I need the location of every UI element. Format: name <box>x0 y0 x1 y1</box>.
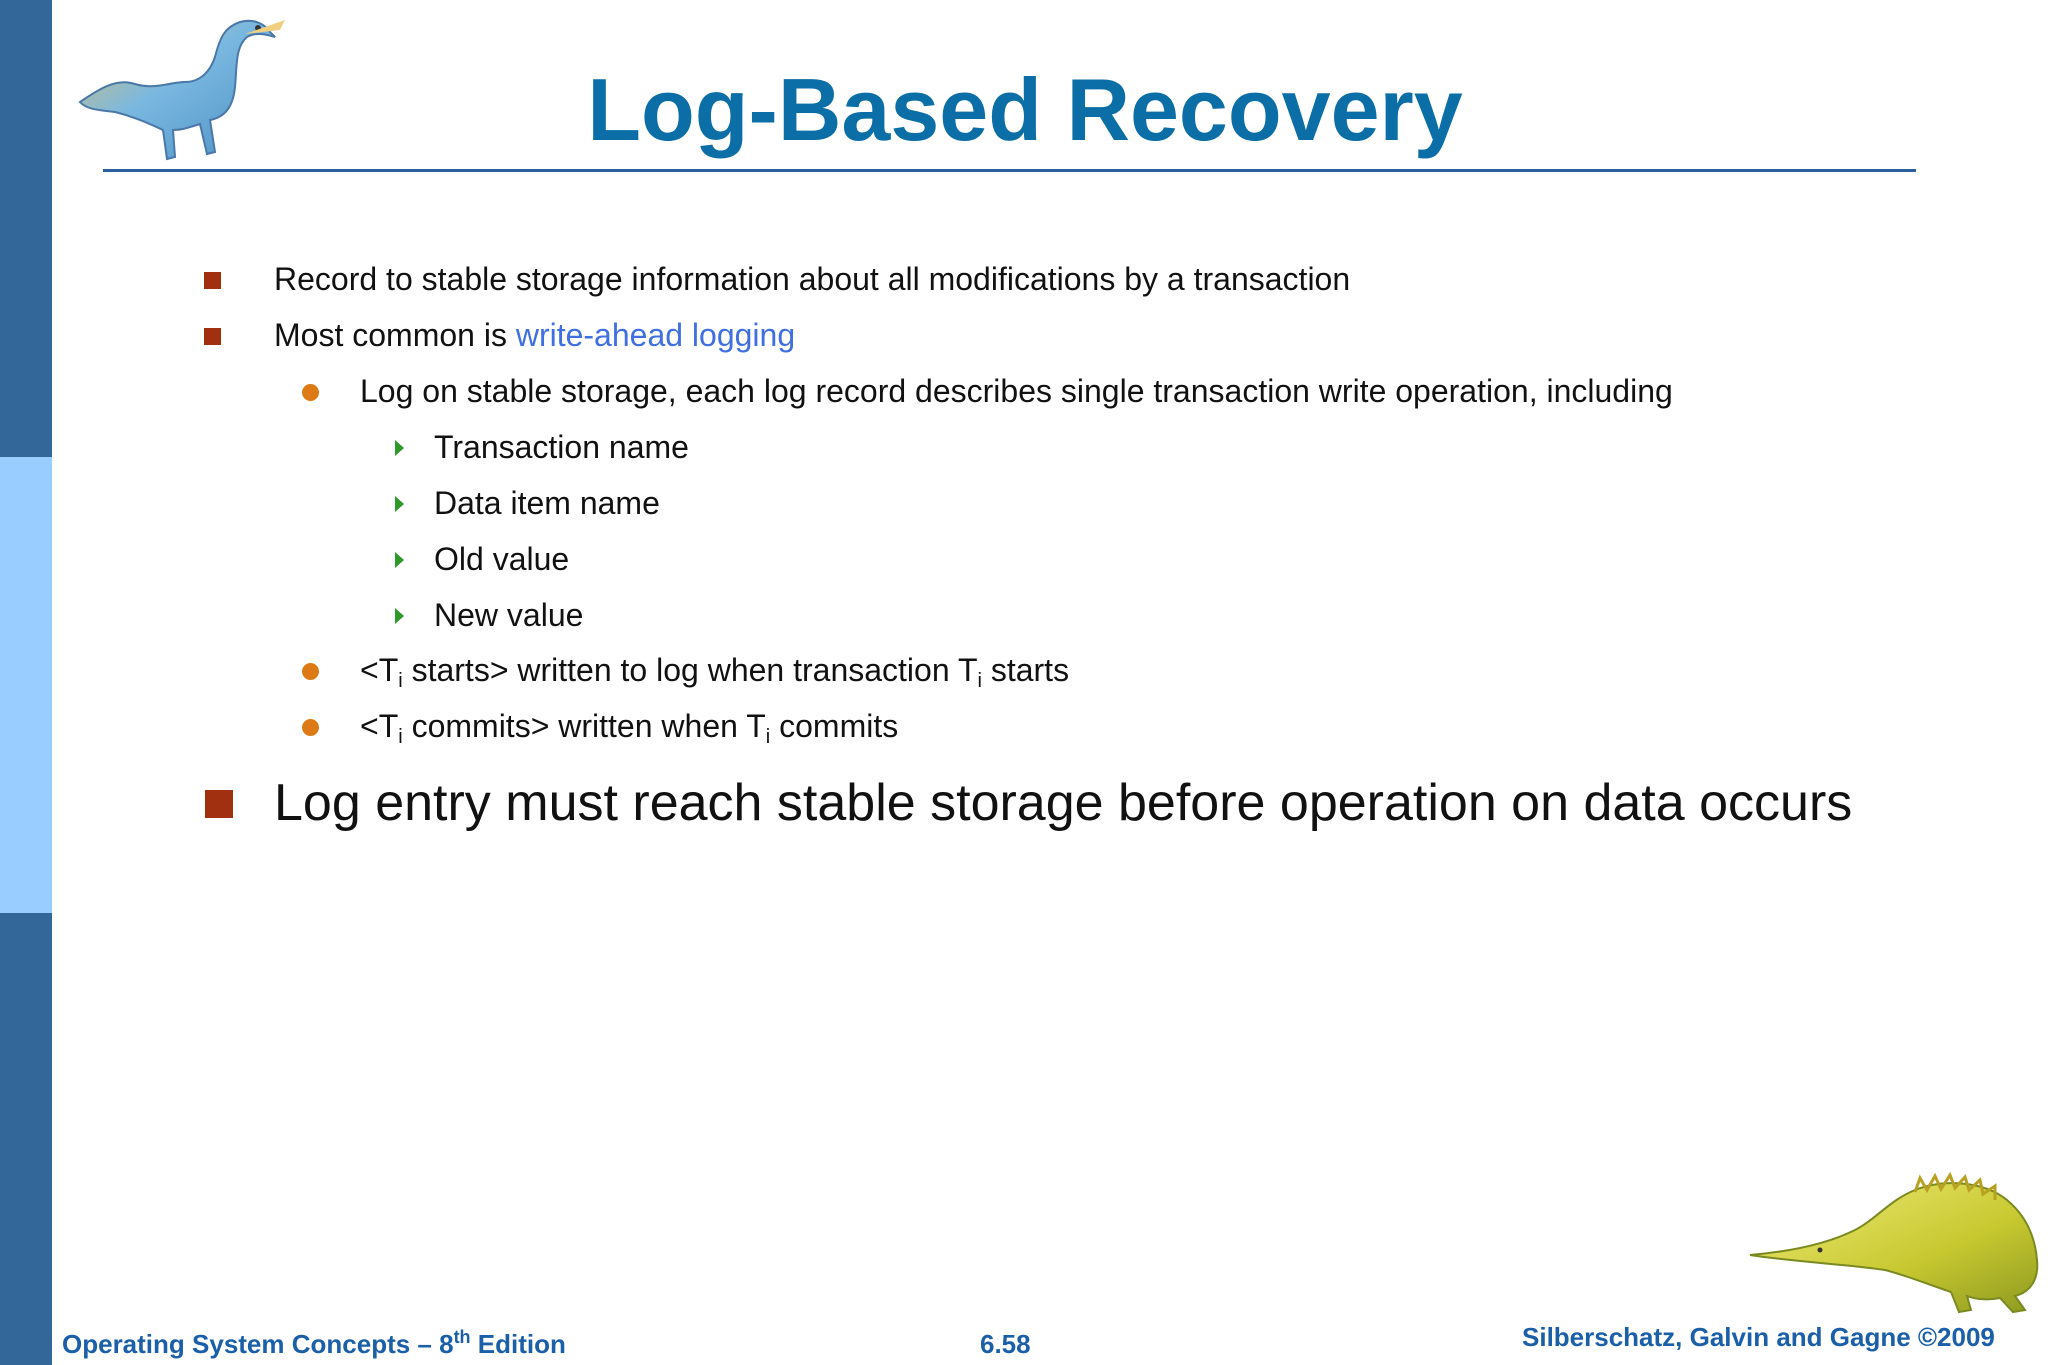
arrow-bullet-icon <box>395 440 404 456</box>
write-ahead-logging-term: write-ahead logging <box>515 317 796 353</box>
text-part: commits> written when T <box>402 708 766 744</box>
footer-text: Edition <box>470 1329 566 1359</box>
subbullet-ti-commits <box>360 706 898 746</box>
item-new-value: New value <box>434 597 584 633</box>
bullet-record-stable-storage: Record to stable storage information about all modifications by a transaction <box>274 261 1351 297</box>
item-data-item-name: Data item name <box>434 485 660 521</box>
square-bullet-icon <box>205 790 233 818</box>
slide-title: Log-Based Recovery <box>587 60 1463 159</box>
footer-text: Operating System Concepts – 8 <box>62 1329 454 1359</box>
arrow-bullet-icon <box>395 608 404 624</box>
text-part: commits <box>770 708 899 744</box>
footer-page-number: 6.58 <box>980 1329 1031 1359</box>
item-old-value: Old value <box>434 541 570 577</box>
text-part: <T <box>360 652 399 688</box>
bullet-text: Most common is <box>274 317 516 353</box>
text-part: starts <box>981 652 1070 688</box>
bullet-log-entry-rule: Log entry must reach stable storage before operation on data occurs <box>274 774 1853 832</box>
subscript-i: i <box>765 726 771 748</box>
dot-bullet-icon <box>302 663 319 680</box>
dinosaur-top-icon <box>75 12 315 172</box>
subscript-i: i <box>977 670 982 692</box>
title-underline <box>103 169 1916 172</box>
text-part: <T <box>360 708 399 744</box>
footer-authors: Silberschatz, Galvin and Gagne ©2009 <box>1522 1322 1995 1352</box>
square-bullet-icon <box>204 272 221 289</box>
dot-bullet-icon <box>302 719 319 736</box>
footer-book-title <box>62 1329 566 1360</box>
item-transaction-name: Transaction name <box>434 429 689 465</box>
text-part: starts> written to log when transaction T <box>402 652 978 688</box>
subbullet-log-record: Log on stable storage, each log record describes single transaction write operation, including <box>360 373 1673 409</box>
left-sidebar-highlight <box>0 457 52 913</box>
arrow-bullet-icon <box>395 552 404 568</box>
square-bullet-icon <box>204 328 221 345</box>
footer-superscript: th <box>453 1327 471 1347</box>
bullet-write-ahead-logging <box>274 315 795 355</box>
subscript-i: i <box>398 670 403 692</box>
arrow-bullet-icon <box>395 496 404 512</box>
dot-bullet-icon <box>302 384 319 401</box>
dinosaur-bottom-icon <box>1745 1170 2045 1320</box>
subscript-i: i <box>398 726 403 748</box>
subbullet-ti-starts <box>360 650 1069 690</box>
